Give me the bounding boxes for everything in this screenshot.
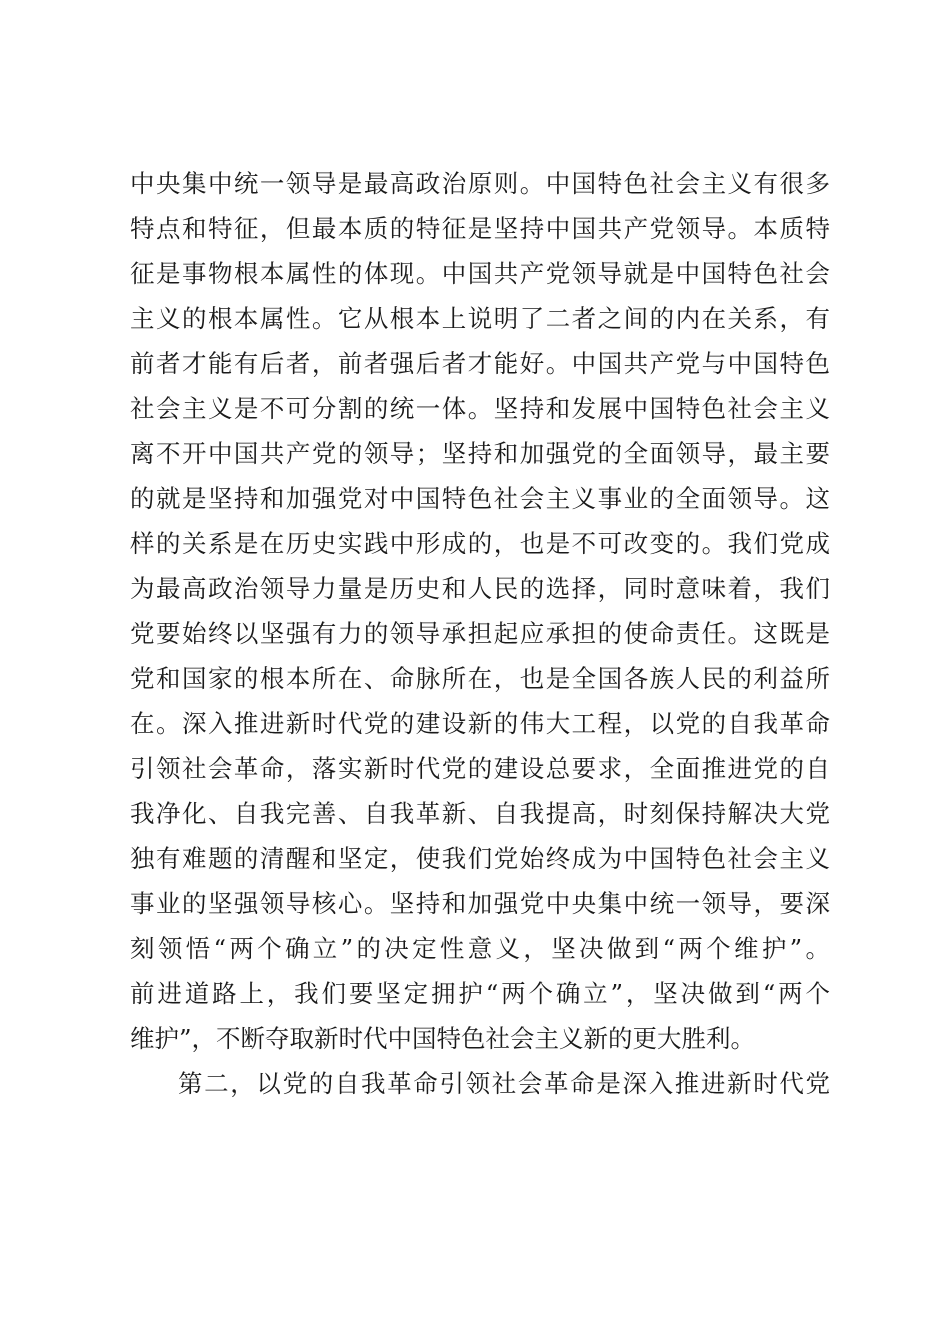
text-line: 特点和特征，但最本质的特征是坚持中国共产党领导。本质特 — [130, 214, 830, 243]
text-line: 社会主义是不可分割的统一体。坚持和发展中国特色社会主义 — [130, 394, 830, 423]
text-line: 党和国家的根本所在、命脉所在，也是全国各族人民的利益所 — [130, 664, 830, 693]
text-line: 我净化、自我完善、自我革新、自我提高，时刻保持解决大党 — [130, 799, 830, 828]
text-line: 征是事物根本属性的体现。中国共产党领导就是中国特色社会 — [130, 259, 830, 288]
text-line: 引领社会革命，落实新时代党的建设总要求，全面推进党的自 — [130, 754, 830, 783]
text-line: 在。深入推进新时代党的建设新的伟大工程，以党的自我革命 — [130, 709, 830, 738]
text-line: 独有难题的清醒和坚定，使我们党始终成为中国特色社会主义 — [130, 844, 830, 873]
text-line-paragraph-start: 第二，以党的自我革命引领社会革命是深入推进新时代党 — [178, 1069, 830, 1098]
text-line: 主义的根本属性。它从根本上说明了二者之间的内在关系，有 — [130, 304, 830, 333]
text-line: 为最高政治领导力量是历史和人民的选择，同时意味着，我们 — [130, 574, 830, 603]
text-line: 党要始终以坚强有力的领导承担起应承担的使命责任。这既是 — [130, 619, 830, 648]
text-line: 事业的坚强领导核心。坚持和加强党中央集中统一领导，要深 — [130, 889, 830, 918]
text-line: 前者才能有后者，前者强后者才能好。中国共产党与中国特色 — [130, 349, 830, 378]
text-line: 离不开中国共产党的领导；坚持和加强党的全面领导，最主要 — [130, 439, 830, 468]
text-line-paragraph-end: 维护”，不断夺取新时代中国特色社会主义新的更大胜利。 — [130, 1024, 756, 1053]
text-line: 中央集中统一领导是最高政治原则。中国特色社会主义有很多 — [130, 169, 830, 198]
text-line: 样的关系是在历史实践中形成的，也是不可改变的。我们党成 — [130, 529, 830, 558]
text-line: 刻领悟“两个确立”的决定性意义，坚决做到“两个维护”。 — [130, 934, 830, 963]
text-line: 前进道路上，我们要坚定拥护“两个确立”，坚决做到“两个 — [130, 979, 830, 1008]
body-text — [130, 161, 830, 1106]
text-line: 的就是坚持和加强党对中国特色社会主义事业的全面领导。这 — [130, 484, 830, 513]
